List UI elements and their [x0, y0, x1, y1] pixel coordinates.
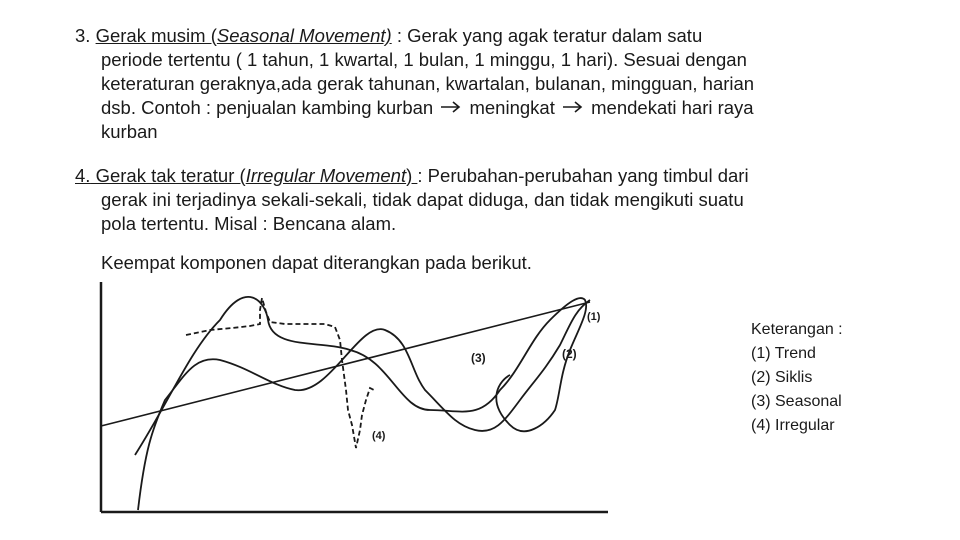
- irregular-curve: [186, 298, 374, 448]
- point-4-line-2: gerak ini terjadinya sekali-sekali, tidak dapat diduga, dan tidak mengikuti suatu: [101, 189, 744, 210]
- point-3-definition-start: : Gerak yang agak teratur dalam satu: [391, 25, 703, 46]
- term-close: ): [406, 165, 418, 186]
- example-text: dsb. Contoh : penjualan kambing kurban: [101, 97, 434, 118]
- legend-title: Keterangan :: [751, 321, 843, 338]
- right-arrow-icon: [438, 100, 464, 114]
- label-cyclical: (2): [562, 347, 577, 361]
- summary-sentence: Keempat komponen dapat diterangkan pada berikut.: [101, 252, 532, 273]
- term-italic: Seasonal Movement): [216, 25, 392, 46]
- time-series-components-diagram: [90, 280, 630, 520]
- point-3-line-4: [75, 96, 895, 120]
- term-irregular: [75, 165, 417, 186]
- point-3-line-1: [75, 24, 895, 48]
- point-4-definition-start: : Perubahan-perubahan yang timbul dari: [417, 165, 749, 186]
- point-4-line-1: [75, 164, 895, 188]
- point-3-line-5: kurban: [101, 121, 158, 142]
- point-number: 4.: [75, 165, 91, 186]
- label-seasonal: (3): [471, 351, 486, 365]
- legend-item-irregular: (4) Irregular: [751, 417, 835, 434]
- term-label: Gerak musim (: [95, 25, 217, 46]
- point-number: 3.: [75, 25, 91, 46]
- example-end: mendekati hari raya: [591, 97, 754, 118]
- label-trend: (1): [587, 311, 601, 323]
- legend-item-cyclical: (2) Siklis: [751, 369, 813, 386]
- point-4-line-3: pola tertentu. Misal : Bencana alam.: [101, 213, 397, 234]
- legend-item-trend: (1) Trend: [751, 345, 816, 362]
- example-step: meningkat: [469, 97, 555, 118]
- legend-item-seasonal: (3) Seasonal: [751, 393, 842, 410]
- point-3-line-2: periode tertentu ( 1 tahun, 1 kwartal, 1 bulan, 1 minggu, 1 hari). Sesuai dengan: [101, 49, 747, 70]
- right-arrow-icon: [560, 100, 586, 114]
- point-3-seasonal: [75, 24, 895, 144]
- label-irregular: (4): [372, 430, 386, 442]
- term-label: Gerak tak teratur (: [90, 165, 246, 186]
- point-3-line-3: keteraturan geraknya,ada gerak tahunan, kwartalan, bulanan, mingguan, harian: [101, 73, 755, 94]
- trend-line: [101, 302, 590, 426]
- point-4-irregular: [75, 164, 895, 236]
- term-seasonal: [96, 25, 392, 46]
- legend: [751, 318, 843, 438]
- term-italic: Irregular Movement: [245, 165, 407, 186]
